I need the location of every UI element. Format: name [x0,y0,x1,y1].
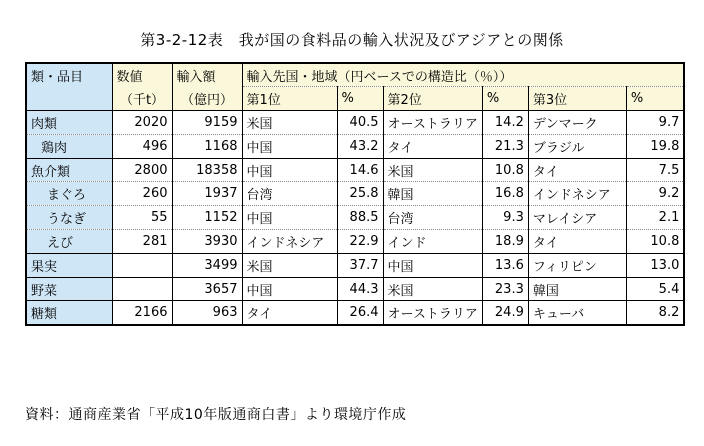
row-qty: 2020 [112,111,172,135]
header-pct3: % [626,87,684,111]
row-pct1: 40.5 [337,111,383,135]
row-pct1: 88.5 [337,206,383,230]
row-name: 肉類 [26,111,112,135]
row-amt: 3499 [172,253,242,277]
row-country3: キューバ [528,301,626,325]
row-country2: 米国 [383,277,482,301]
row-country3: タイ [528,158,626,182]
row-amt: 963 [172,301,242,325]
row-country1: 中国 [242,277,337,301]
row-country1: 中国 [242,158,337,182]
source-note: 資料：通商産業省「平成10年版通商白書」より環境庁作成 [25,407,407,423]
table-row [26,230,684,254]
import-table [25,62,685,326]
row-pct1: 22.9 [337,230,383,254]
header-pct2: % [482,87,528,111]
row-amt: 3930 [172,230,242,254]
row-country2: タイ [383,134,482,158]
row-country1: インドネシア [242,230,337,254]
row-name: まぐろ [26,182,112,206]
table-row [26,277,684,301]
row-amt: 9159 [172,111,242,135]
table-row [26,182,684,206]
row-qty: 2800 [112,158,172,182]
header-amount: 輸入額 [172,63,242,87]
header-pct1: % [337,87,383,111]
row-qty [112,253,172,277]
row-name: 糖類 [26,301,112,325]
row-name: 魚介類 [26,158,112,182]
row-pct3: 7.5 [626,158,684,182]
header-rank1: 第1位 [242,87,337,111]
row-pct1: 43.2 [337,134,383,158]
table-title: 第3-2-12表 我が国の食料品の輸入状況及びアジアとの関係 [140,31,564,49]
row-pct3: 5.4 [626,277,684,301]
row-country2: インド [383,230,482,254]
header-category: 類・品目 [26,63,112,87]
row-pct3: 8.2 [626,301,684,325]
row-country3: インドネシア [528,182,626,206]
row-pct2: 9.3 [482,206,528,230]
row-pct3: 19.8 [626,134,684,158]
row-pct2: 16.8 [482,182,528,206]
row-pct2: 14.2 [482,111,528,135]
row-amt: 18358 [172,158,242,182]
row-qty [112,277,172,301]
row-country2: 中国 [383,253,482,277]
row-name: うなぎ [26,206,112,230]
row-country3: 韓国 [528,277,626,301]
row-country1: タイ [242,301,337,325]
row-qty: 55 [112,206,172,230]
row-country3: ブラジル [528,134,626,158]
header-rank2: 第2位 [383,87,482,111]
row-country3: デンマーク [528,111,626,135]
row-pct2: 18.9 [482,230,528,254]
row-pct2: 24.9 [482,301,528,325]
header-row-1 [26,63,684,87]
row-pct1: 44.3 [337,277,383,301]
row-country3: タイ [528,230,626,254]
table-row [26,253,684,277]
row-country1: 中国 [242,206,337,230]
table-row [26,111,684,135]
table-row [26,206,684,230]
row-amt: 3657 [172,277,242,301]
row-pct1: 25.8 [337,182,383,206]
row-pct2: 10.8 [482,158,528,182]
row-pct2: 21.3 [482,134,528,158]
header-amount-unit: （億円） [172,87,242,111]
table-row [26,134,684,158]
row-name: 野菜 [26,277,112,301]
row-country2: 米国 [383,158,482,182]
row-pct1: 37.7 [337,253,383,277]
row-pct3: 9.7 [626,111,684,135]
row-amt: 1937 [172,182,242,206]
row-country1: 米国 [242,253,337,277]
row-qty: 2166 [112,301,172,325]
row-pct1: 14.6 [337,158,383,182]
row-country2: オーストラリア [383,111,482,135]
row-country3: フィリピン [528,253,626,277]
row-pct3: 13.0 [626,253,684,277]
row-amt: 1152 [172,206,242,230]
row-pct3: 2.1 [626,206,684,230]
row-country1: 中国 [242,134,337,158]
row-country1: 米国 [242,111,337,135]
row-country2: オーストラリア [383,301,482,325]
header-rank3: 第3位 [528,87,626,111]
row-name: 鶏肉 [26,134,112,158]
row-qty: 260 [112,182,172,206]
table-row [26,301,684,325]
row-name: 果実 [26,253,112,277]
header-quantity-unit: （千t） [112,87,172,111]
table-row [26,158,684,182]
row-pct2: 13.6 [482,253,528,277]
row-pct3: 9.2 [626,182,684,206]
row-pct2: 23.3 [482,277,528,301]
row-pct1: 26.4 [337,301,383,325]
row-country2: 韓国 [383,182,482,206]
row-pct3: 10.8 [626,230,684,254]
header-quantity: 数値 [112,63,172,87]
header-row-2 [26,87,684,111]
header-destinations: 輸入先国・地域（円ベースでの構造比（％）） [242,63,684,87]
row-amt: 1168 [172,134,242,158]
row-country3: マレイシア [528,206,626,230]
row-name: えび [26,230,112,254]
row-qty: 281 [112,230,172,254]
row-country1: 台湾 [242,182,337,206]
row-qty: 496 [112,134,172,158]
row-country2: 台湾 [383,206,482,230]
